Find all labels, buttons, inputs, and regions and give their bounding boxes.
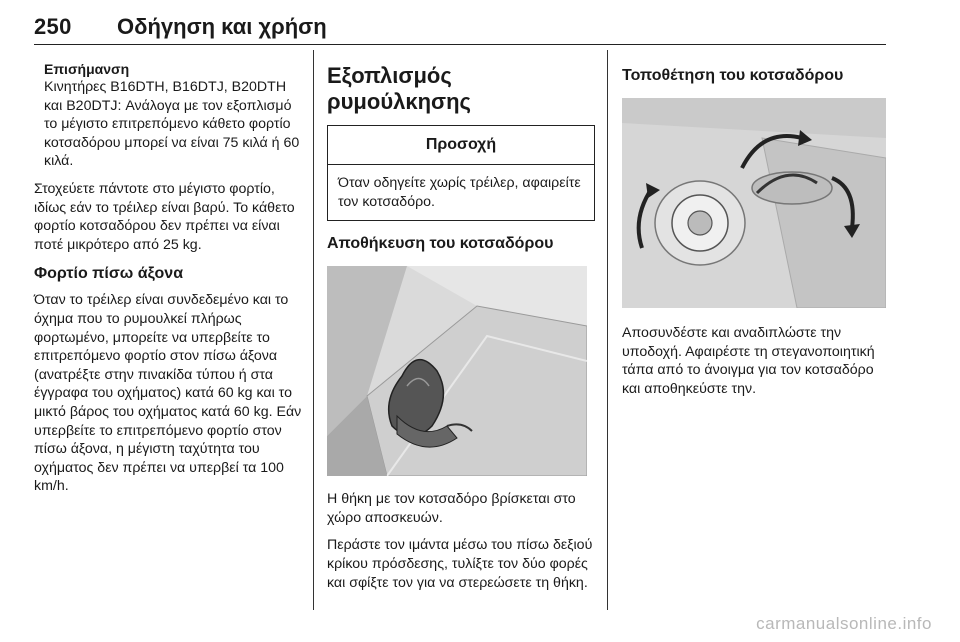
- paragraph-storage-location: Η θήκη με τον κοτσαδόρο βρίσκεται στο χώρο αποσκευών.: [327, 491, 576, 526]
- trunk-storage-illustration: [327, 266, 587, 476]
- heading-storage: Αποθήκευση του κοτσαδόρου: [327, 235, 554, 253]
- note-block: [34, 60, 302, 171]
- heading-installation: Τοποθέτηση του κοτσαδόρου: [622, 67, 844, 84]
- page-number: 250: [34, 14, 72, 39]
- paragraph-strap-instructions: Περάστε τον ιμάντα μέσω του πίσω δεξιού κρίκου πρόσδεσης, τυλίξτε τον δύο φορές και σφίξτε τον για να στερεώσετε τη θήκη.: [327, 537, 593, 591]
- trunk-storage-drawing: [327, 266, 587, 476]
- page-title: Οδήγηση και χρήση: [117, 14, 327, 39]
- column-divider: [607, 50, 608, 610]
- section-title-towing-equipment: Εξοπλισμός ρυμούλκησης: [327, 63, 471, 114]
- note-text: Κινητήρες B16DTH, B16DTJ, B20DTH και B20DTJ: Ανάλογα με τον εξοπλισμό το μέγιστο επιτρεπόμενο κάθετο φορτίο κοτσαδόρου μπορεί να είναι 75 κιλά ή 60 κιλά.: [44, 79, 300, 170]
- caution-title: Προσοχή: [328, 126, 594, 165]
- page-header: [34, 0, 886, 45]
- caution-box: [327, 125, 595, 221]
- column-left: [34, 60, 302, 496]
- heading-rear-axle-load: Φορτίο πίσω άξονα: [34, 265, 184, 283]
- socket-illustration: [622, 98, 886, 308]
- watermark: carmanualsonline.info: [756, 614, 932, 633]
- paragraph-install-steps: Αποσυνδέστε και αναδιπλώστε την υποδοχή. Αφαιρέστε τη στεγανοποιητική τάπα από το άνοιγμα για τον κοτσαδόρο και αποθηκεύστε την.: [622, 325, 875, 397]
- paragraph-max-load: Στοχεύετε πάντοτε στο μέγιστο φορτίο, ιδίως εάν το τρέιλερ είναι βαρύ. Το κάθετο φορτίο κοτσαδόρου δεν πρέπει να είναι ποτέ μικρότερο από 25 kg.: [34, 180, 295, 253]
- paragraph-rear-axle: Όταν το τρέιλερ είναι συνδεδεμένο και το όχημα που το ρυμουλκεί πλήρως φορτωμένο, μπορείτε να υπερβείτε το επιτρεπόμενο φορτίο στον πίσω άξονα (ανατρέξτε στην πινακίδα τύπου ή στα έγγραφα του οχήματος) κατά 60 kg και το μικτό βάρος του οχήματος κατά 60 kg. Εάν υπερβείτε το επιτρεπόμενο φορτίο στον πίσω άξονα, η μέγιστη ταχύτητα του οχήματος δεν πρέπει να υπερβεί τα 100 km/h.: [34, 292, 302, 495]
- socket-drawing: [622, 98, 886, 308]
- column-divider: [313, 50, 314, 610]
- column-right: [622, 66, 888, 398]
- caution-text: Όταν οδηγείτε χωρίς τρέιλερ, αφαιρείτε τον κοτσαδόρο.: [338, 175, 581, 210]
- note-heading: Επισήμανση: [44, 61, 130, 77]
- column-middle: [327, 63, 595, 592]
